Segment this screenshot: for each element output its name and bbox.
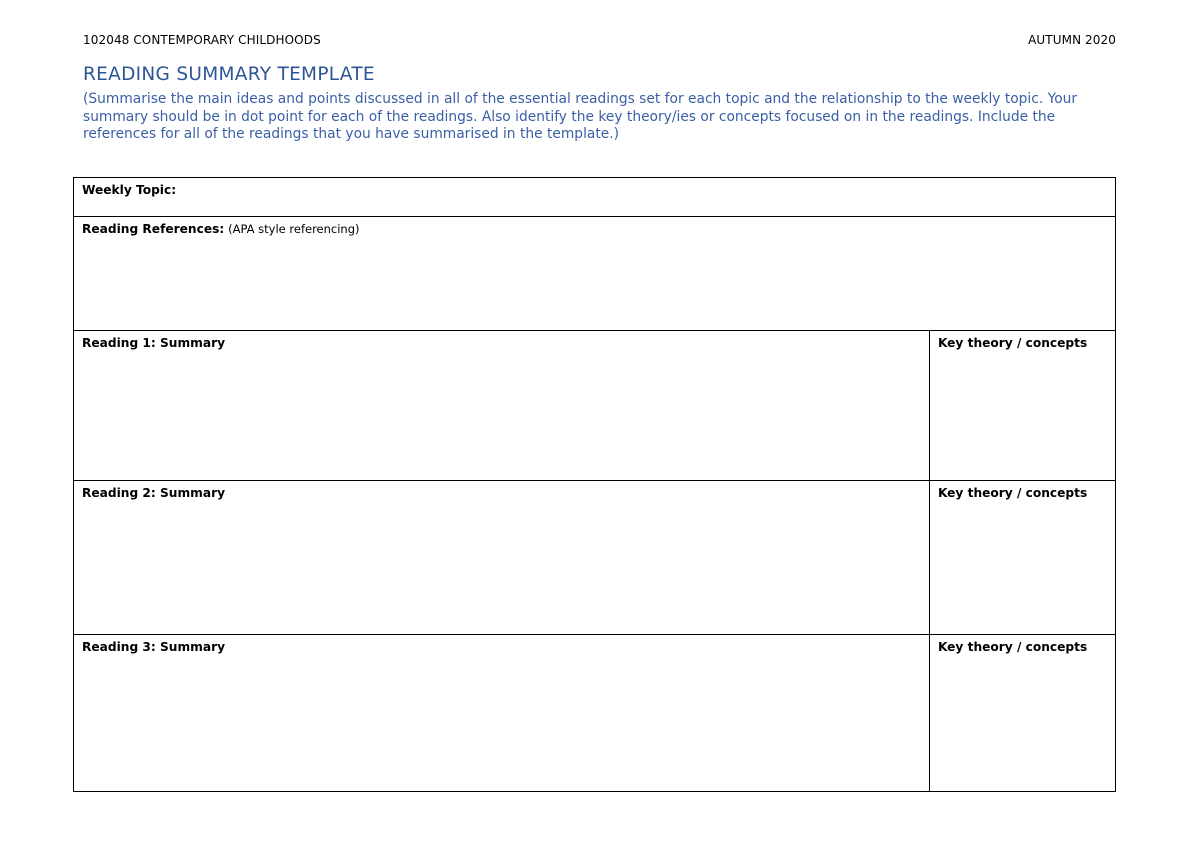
key-concepts-label: Key theory / concepts	[937, 640, 1088, 654]
reading-summary-cell[interactable]	[74, 331, 930, 481]
reading-summary-cell[interactable]	[74, 635, 930, 792]
key-concepts-label: Key theory / concepts	[937, 486, 1088, 500]
instructions-text: (Summarise the main ideas and points discussed in all of the essential readings set for each topic and the relationship to the weekly topic. Your summary should be in dot point for each of the readings. Also identify the key theory/ies or concepts focused on in the readings. Include the references for all of the readings that you have summarised in the template.)	[83, 91, 1078, 142]
key-concepts-label: Key theory / concepts	[937, 336, 1088, 350]
reading-summary-label: Reading 2: Summary	[82, 486, 226, 500]
weekly-topic-row	[74, 178, 1116, 217]
reading-summary-table	[73, 177, 1116, 792]
term-header: AUTUMN 2020	[1028, 33, 1116, 47]
weekly-topic-label: Weekly Topic:	[82, 183, 177, 197]
reading-summary-cell[interactable]	[74, 481, 930, 635]
document-title: READING SUMMARY TEMPLATE	[83, 64, 375, 85]
reading-summary-label: Reading 1: Summary	[82, 336, 226, 350]
reading-summary-label: Reading 3: Summary	[82, 640, 226, 654]
references-label: Reading References:	[82, 222, 225, 236]
reading-row	[74, 635, 1116, 792]
references-note: (APA style referencing)	[228, 222, 360, 236]
weekly-topic-cell[interactable]	[74, 178, 1116, 217]
reading-row	[74, 481, 1116, 635]
references-cell[interactable]	[74, 217, 1116, 331]
key-concepts-cell[interactable]	[929, 635, 1115, 792]
key-concepts-cell[interactable]	[929, 481, 1115, 635]
course-code-header: 102048 CONTEMPORARY CHILDHOODS	[83, 33, 321, 47]
references-row	[74, 217, 1116, 331]
key-concepts-cell[interactable]	[929, 331, 1115, 481]
reading-row	[74, 331, 1116, 481]
